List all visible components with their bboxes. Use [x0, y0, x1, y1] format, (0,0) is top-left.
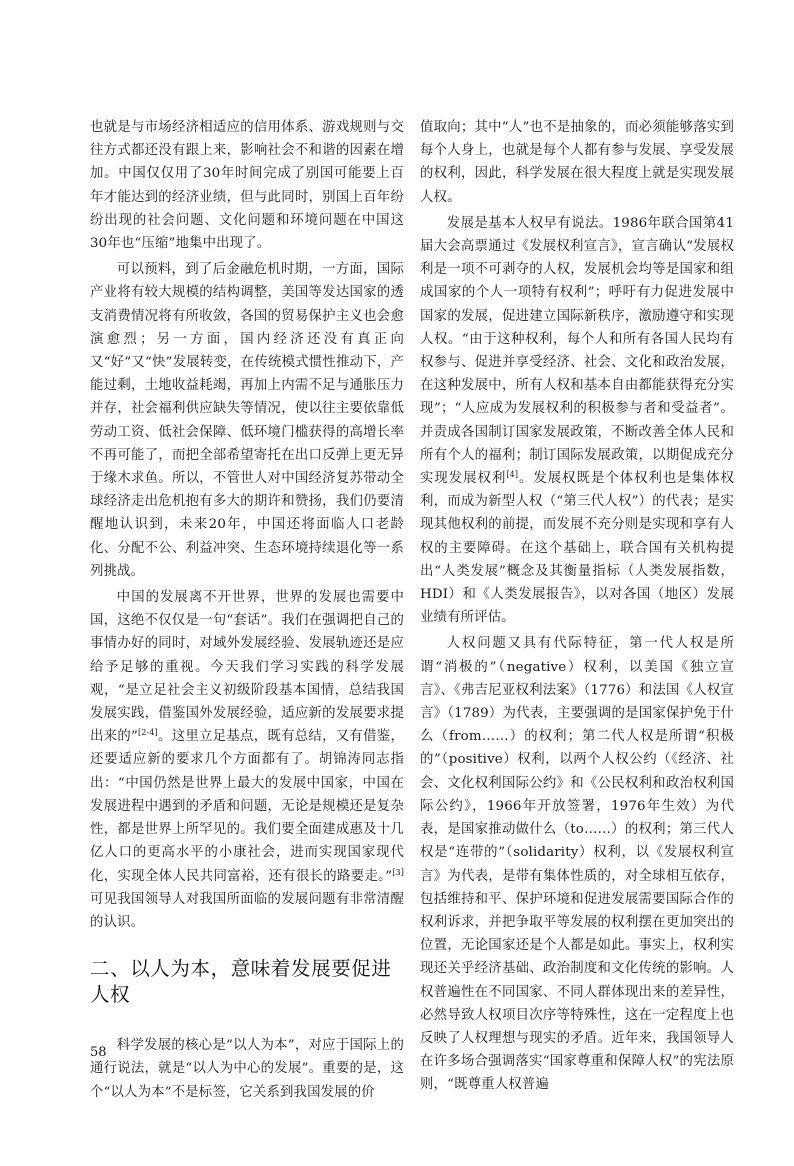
- paragraph: [90, 586, 404, 934]
- paragraph: 值取向；其中“人”也不是抽象的，而必须能够落实到每个人身上，也就是每个人都有参与发展、享受发展的权利，因此，科学发展在很大程度上就是实现发展人权。: [420, 120, 734, 205]
- paragraph-text: 。发展权既是个体权利也是集体权利，而成为新型人权（“第三代人权”）的代表；是实现其他权利的前提，而发展不充分则是实现和享有人权的主要障碍。在这个基础上，联合国有关机构提出“人类发展”概念及其衡量指标（人类发展指数，HDI）和《人类发展报告》，以对各国（地区）发展业绩有所评估。: [420, 471, 734, 626]
- paragraph: 可以预料，到了后金融危机时期，一方面，国际产业将有较大规模的结构调整，美国等发达国家的透支消费情况将有所收敛，各国的贸易保护主义也会愈演愈烈；另一方面，国内经济还没有真正向又“好”又“快”发展转变，在传统模式惯性推动下，产能过剩，土地收益耗竭，再加上内需不足与通胀压力并存，社会福利供应缺失等情况，使以往主要依靠低劳动工资、低社会保障、低环境门槛获得的高增长率不再可能了，而把全部希望寄托在出口反弹上更无异于缘木求鱼。所以，不管世人对中国经济复苏带动全球经济走出危机抱有多大的期许和赞扬，我们仍要清醒地认识到，未来20年，中国还将面临人口老龄化、分配不公、利益冲突、生态环境持续退化等一系列挑战。: [90, 262, 404, 579]
- paragraph: 科学发展的核心是“以人为本”，对应于国际上的通行说法，就是“以人为中心的发展”。重要的是，这个“以人为本”不是标签，它关系到我国发展的价: [90, 1038, 404, 1100]
- section-heading: 二、以人为本，意味着发展要促进人权: [90, 957, 392, 1007]
- paragraph-text: 发展是基本人权早有说法。1986年联合国第41届大会高票通过《发展权利宣言》，宣言确认“发展权利是一项不可剥夺的人权，发展机会均等是国家和组成国家的个人一项特有权利”；呼吁有力促进发展中国家的发展，促进建立国际新秩序，激励遵守和实现人权。“由于这种权利，每个人和所有各国人民均有权参与、促进并享受经济、社会、文化和政治发展，在这种发展中，所有人权和基本自由都能获得充分实现”；“人应成为发展权利的积极参与者和受益者”。并责成各国制订国家发展政策，不断改善全体人民和所有个人的福利；制订国际发展政策，以期促成充分实现发展权利: [420, 215, 734, 487]
- paragraph: 人权问题又具有代际特征，第一代人权是所谓“消极的”（negative）权利，以美国《独立宣言》、《弗吉尼亚权利法案》（1776）和法国《人权宣言》（1789）为代表，主要强调的是国家保护免于什么（from……）的权利；第二代人权是所谓“积极的”（positive）权利，以两个人权公约（《经济、社会、文化权利国际公约》和《公民权利和政治权利国际公约》，1966年开放签署，1976年生效）为代表，是国家推动做什么（to……）的权利；第三代人权是“连带的”（solidarity）权利，以《发展权利宣言》为代表，是带有集体性质的，对全球相互依存，包括维持和平、保护环境和促进发展需要国际合作的权利诉求，并把争取平等发展的权利摆在更加突出的位置，无论国家还是个人都是如此。事实上，权利实现还关乎经济基础、政治制度和文化传统的影响。人权普遍性在不同国家、不同人群体现出来的差异性，必然导致人权项目次序等特殊性，这在一定程度上也反映了人权理想与现实的矛盾。近年来，我国领导人在许多场合强调落实“国家尊重和保障人权”的宪法原则，“既尊重人权普遍: [420, 636, 734, 1093]
- right-column: [420, 116, 734, 1097]
- citation-ref: [3]: [392, 867, 404, 877]
- citation-ref: [4]: [506, 470, 519, 480]
- paragraph-text: 中国的发展离不开世界，世界的发展也需要中国，这绝不仅仅是一句“套话”。我们在强调把自己的事情办好的同时，对域外发展经验、发展轨迹还是应给予足够的重视。今天我们学习实践的科学发展观，“是立足社会主义初级阶段基本国情，总结我国发展实践，借鉴国外发展经验，适应新的发展要求提出来的”: [90, 590, 404, 745]
- page-number: 58: [90, 1045, 107, 1060]
- paragraph: 也就是与市场经济相适应的信用体系、游戏规则与交往方式都还没有跟上来，影响社会不和谐的因素在增加。中国仅仅用了30年时间完成了别国可能要上百年才能达到的经济业绩，但与此同时，别国上百年纷纷出现的社会问题、文化问题和环境问题在中国这30年也“压缩”地集中出现了。: [90, 120, 404, 252]
- paragraph: [420, 212, 734, 630]
- citation-ref: [2-4]: [138, 728, 158, 738]
- left-column: [90, 116, 404, 1104]
- paragraph-text: 。这里立足基点，既有总结，又有借鉴，还要适应新的要求几个方面都有了。胡锦涛同志指出：“中国仍然是世界上最大的发展中国家，中国在发展进程中遇到的矛盾和问题，无论是规模还是复杂性，都是世界上所罕见的。我们要全面建成惠及十几亿人口的更高水平的小康社会，进而实现国家现代化，实现全体人民共同富裕，还有很长的路要走。”: [90, 729, 404, 884]
- paragraph-text: 可见我国领导人对我国所面临的发展问题有非常清醒的认识。: [90, 891, 404, 930]
